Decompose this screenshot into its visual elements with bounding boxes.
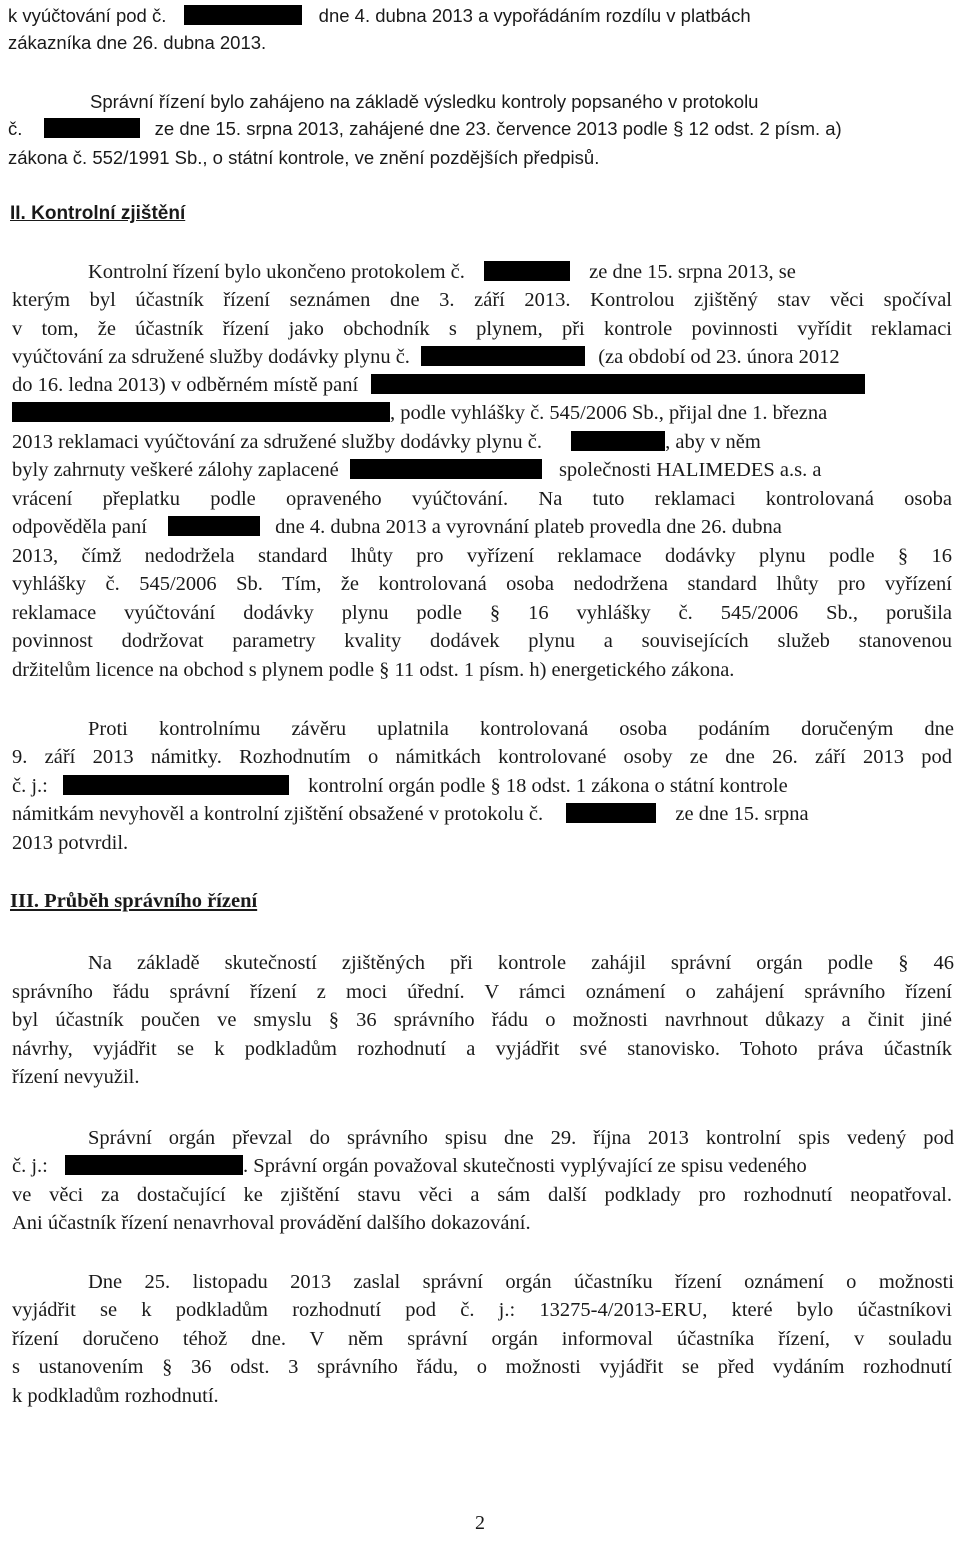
s2-p1-line-9: vrácení přeplatku podle opraveného vyúčtování. Na tuto reklamaci kontrolovaná osoba	[12, 488, 952, 510]
s3-p3-line-5: k podkladům rozhodnutí.	[12, 1385, 219, 1407]
text: námitkám nevyhověl a kontrolní zjištění obsažené v protokolu č.	[12, 803, 544, 825]
s2-p1-line-8	[12, 458, 821, 482]
s2-p2-line-5: 2013 potvrdil.	[12, 832, 129, 854]
redaction-block	[63, 775, 289, 795]
text: k vyúčtování pod č.	[8, 5, 167, 26]
intro-line-1: Správní řízení bylo zahájeno na základě výsledku kontroly popsaného v protokolu	[90, 91, 759, 112]
s2-p1-line-12: vyhlášky č. 545/2006 Sb. Tím, že kontrolovaná osoba nedodržena standard lhůty pro vyřízení	[12, 573, 952, 595]
text: č. j.:	[12, 775, 48, 797]
text: 2013 reklamaci vyúčtování za sdružené služby dodávky plynu č.	[12, 431, 542, 453]
intro-line-3: zákona č. 552/1991 Sb., o státní kontrole, ve znění pozdějších předpisů.	[8, 147, 600, 168]
s3-p1-line-5: řízení nevyužil.	[12, 1066, 140, 1088]
s2-p1-line-4	[12, 345, 840, 369]
redaction-block	[184, 5, 302, 25]
s3-p1-line-4: návrhy, vyjádřit se k podkladům rozhodnutí a vyjádřit své stanovisko. Tohoto práva účastník	[12, 1038, 952, 1060]
text: . Správní orgán považoval skutečnosti vyplývající ze spisu vedeného	[243, 1155, 807, 1177]
text: , podle vyhlášky č. 545/2006 Sb., přijal dne 1. března	[390, 402, 828, 424]
redaction-block	[65, 1155, 243, 1175]
text: společnosti HALIMEDES a.s. a	[558, 459, 822, 481]
s3-p2-line-4: Ani účastník řízení nenavrhoval provádění dalšího dokazování.	[12, 1212, 531, 1234]
s2-p1-line-15: držitelům licence na obchod s plynem podle § 11 odst. 1 písm. h) energetického zákona.	[12, 659, 735, 681]
s2-p2-line-4	[12, 802, 809, 826]
text: odpověděla paní	[12, 516, 147, 538]
s2-p1-line-7	[12, 430, 761, 454]
text: č.	[8, 118, 23, 139]
s3-p3-line-2: vyjádřit se k podkladům rozhodnutí pod č. j.: 13275-4/2013-ERU, které bylo účastníkovi	[12, 1299, 952, 1321]
s2-p1-line-6	[12, 401, 827, 425]
redaction-block	[12, 402, 390, 422]
redaction-block	[44, 118, 140, 138]
s3-p1-line-2: správního řádu správní řízení z moci úřední. V rámci oznámení o zahájení správního řízení	[12, 981, 952, 1003]
text: kontrolní orgán podle § 18 odst. 1 zákona o státní kontrole	[308, 775, 788, 797]
redaction-block	[421, 346, 585, 366]
text: , aby v něm	[665, 431, 761, 453]
redaction-block	[350, 459, 542, 479]
text: Kontrolní řízení bylo ukončeno protokolem č.	[88, 261, 465, 283]
s3-p3-line-1: Dne 25. listopadu 2013 zaslal správní orgán účastníku řízení oznámení o možnosti	[88, 1271, 954, 1293]
text: ze dne 15. srpna	[675, 803, 809, 825]
redaction-block	[168, 516, 260, 536]
top-line-1	[8, 4, 751, 28]
text: do 16. ledna 2013) v odběrném místě paní	[12, 374, 359, 396]
redaction-block	[566, 803, 656, 823]
text: dne 4. dubna 2013 a vypořádáním rozdílu v platbách	[318, 5, 751, 26]
s2-p1-line-1	[88, 260, 954, 284]
text: vyúčtování za sdružené služby dodávky plynu č.	[12, 346, 410, 368]
redaction-block	[371, 374, 865, 394]
s2-p2-line-2: 9. září 2013 námitky. Rozhodnutím o námitkách kontrolované osoby ze dne 26. září 2013 pod	[12, 746, 952, 768]
s2-p1-line-5	[12, 373, 865, 397]
s2-p1-line-13: reklamace vyúčtování dodávky plynu podle § 16 vyhlášky č. 545/2006 Sb., porušila	[12, 602, 952, 624]
s2-p2-line-1: Proti kontrolnímu závěru uplatnila kontrolovaná osoba podáním doručeným dne	[88, 718, 954, 740]
section-heading-prubeh-spravniho-rizeni: III. Průběh správního řízení	[10, 890, 258, 912]
s2-p1-line-2: kterým byl účastník řízení seznámen dne 3. září 2013. Kontrolou zjištěný stav věci spočíval	[12, 289, 952, 311]
s2-p1-line-11: 2013, čímž nedodržela standard lhůty pro vyřízení reklamace dodávky plynu podle § 16	[12, 545, 952, 567]
redaction-block	[571, 431, 665, 451]
s3-p3-line-4: s ustanovením § 36 odst. 3 správního řádu, o možnosti vyjádřit se před vydáním rozhodnutí	[12, 1356, 952, 1378]
page-number: 2	[475, 1512, 485, 1534]
text: byly zahrnuty veškeré zálohy zaplacené	[12, 459, 339, 481]
s2-p1-line-10	[12, 515, 782, 539]
s3-p1-line-3: byl účastník poučen ve smyslu § 36 správního řádu o možnosti navrhnout důkazy a činit jiné	[12, 1009, 952, 1031]
text: dne 4. dubna 2013 a vyrovnání plateb provedla dne 26. dubna	[275, 516, 782, 538]
section-heading-kontrolni-zjisteni: II. Kontrolní zjištění	[10, 203, 186, 224]
text: ze dne 15. srpna 2013, se	[589, 261, 796, 283]
text: (za období od 23. února 2012	[598, 346, 840, 368]
text: č. j.:	[12, 1155, 48, 1177]
top-line-2: zákazníka dne 26. dubna 2013.	[8, 32, 267, 53]
redaction-block	[484, 261, 570, 281]
s3-p2-line-1: Správní orgán převzal do správního spisu dne 29. října 2013 kontrolní spis vedený pod	[88, 1127, 954, 1149]
s2-p2-line-3	[12, 774, 788, 798]
s2-p1-line-3: v tom, že účastník řízení jako obchodník s plynem, při kontrole povinnosti vyřídit reklamaci	[12, 318, 952, 340]
s3-p1-line-1: Na základě skutečností zjištěných při kontrole zahájil správní orgán podle § 46	[88, 952, 954, 974]
text: ze dne 15. srpna 2013, zahájené dne 23. července 2013 podle § 12 odst. 2 písm. a)	[154, 118, 842, 139]
s3-p2-line-2	[12, 1154, 807, 1178]
intro-line-2	[8, 117, 842, 141]
s3-p2-line-3: ve věci za dostačující ke zjištění stavu věci a sám další podklady pro rozhodnutí neopatřoval.	[12, 1184, 952, 1206]
s3-p3-line-3: řízení doručeno téhož dne. V něm správní orgán informoval účastníka řízení, v souladu	[12, 1328, 952, 1350]
s2-p1-line-14: povinnost dodržovat parametry kvality dodávek plynu a souvisejících služeb stanovenou	[12, 630, 952, 652]
